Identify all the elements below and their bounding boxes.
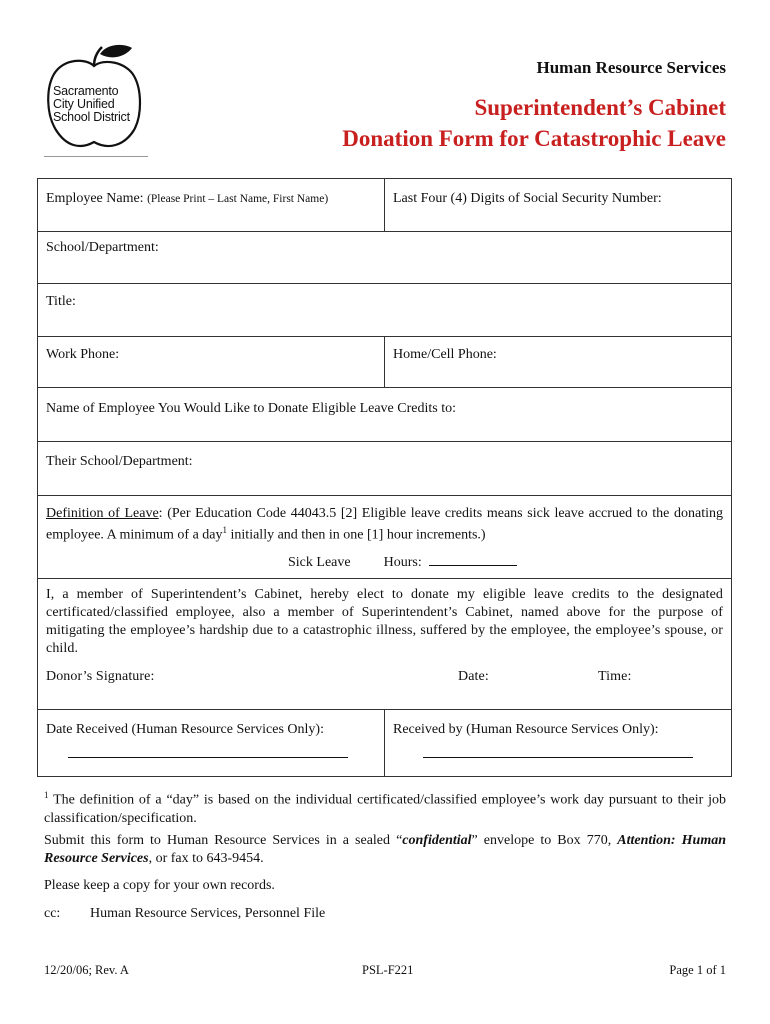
received-by-field[interactable]: Received by (Human Resource Services Only): [385, 710, 731, 776]
sick-leave-hours: Sick Leave Hours: [46, 553, 723, 571]
logo-text: Sacramento City Unified School District [53, 84, 130, 124]
department-heading: Human Resource Services [536, 58, 726, 77]
donor-statement: I, a member of Superintendent’s Cabinet, hereby elect to donate my eligible leave credits to the designated certificated/classified employee, also a member of Superintendent’s Cabinet, named above for the purpose of mitigating the employee’s hardship due to a catastrophic illness, suffered by the employee, the employee’s spouse, or child. [46, 587, 723, 656]
home-cell-phone-field[interactable]: Home/Cell Phone: [393, 347, 497, 362]
ssn-field[interactable]: Last Four (4) Digits of Social Security Number: [393, 191, 662, 206]
row-title [37, 284, 732, 337]
submit-instructions: Submit this form to Human Resource Services in a sealed “confidential” envelope to Box 770, Attention: Human Resource Services, or fax to 643-9454. [44, 833, 726, 866]
row-school [37, 232, 732, 284]
footnote: $^1$ The definition of a “day” is based on the individual certificated/classified employee’s work day pursuant to their job classification/specification. [44, 790, 726, 826]
date-field[interactable]: Date: [458, 669, 489, 684]
row-hr-only [37, 710, 732, 777]
keep-copy-note: Please keep a copy for your own records. [44, 878, 275, 893]
form-title: Superintendent’s Cabinet Donation Form for Catastrophic Leave [342, 95, 726, 151]
row-employee [37, 178, 732, 232]
work-phone-field[interactable]: Work Phone: [38, 337, 385, 387]
donor-statement-block [38, 579, 731, 709]
row-donor [37, 579, 732, 710]
time-field[interactable]: Time: [598, 669, 632, 684]
received-by-line [423, 757, 693, 758]
row-phones [37, 337, 732, 388]
title-field[interactable]: Title: [46, 294, 76, 309]
row-definition [37, 496, 732, 579]
recipient-school-field[interactable]: Their School/Department: [46, 454, 193, 469]
hours-input[interactable] [429, 553, 517, 566]
employee-name-hint: (Please Print – Last Name, First Name) [147, 193, 329, 205]
date-received-line [68, 757, 348, 758]
row-recipient [37, 388, 732, 442]
definition-of-leave: Definition of Leave: (Per Education Code 44043.5 [2] Eligible leave credits means sick leave accrued to the donating employee. A minimum of a day$^1$ initially and then in one [1] hour increments.) Sick Leave Hours: [46, 506, 724, 570]
recipient-name-field[interactable]: Name of Employee You Would Like to Donate Eligible Leave Credits to: [46, 401, 456, 416]
form-number: PSL-F221 [362, 963, 414, 977]
date-received-field[interactable]: Date Received (Human Resource Services Only): [38, 710, 385, 776]
employee-name-field[interactable]: Employee Name: (Please Print – Last Name, First Name) [38, 179, 385, 231]
page-number: Page 1 of 1 [669, 963, 726, 977]
revision-date: 12/20/06; Rev. A [44, 963, 129, 977]
logo-underline [44, 156, 148, 157]
cc-label: cc: [44, 906, 61, 921]
district-logo [44, 44, 144, 152]
row-their-school [37, 442, 732, 496]
school-department-field[interactable]: School/Department: [46, 240, 159, 255]
donation-form [37, 178, 732, 777]
donor-signature-field[interactable]: Donor’s Signature: [46, 669, 155, 684]
cc-value: Human Resource Services, Personnel File [90, 906, 326, 921]
signature-line [46, 668, 723, 700]
